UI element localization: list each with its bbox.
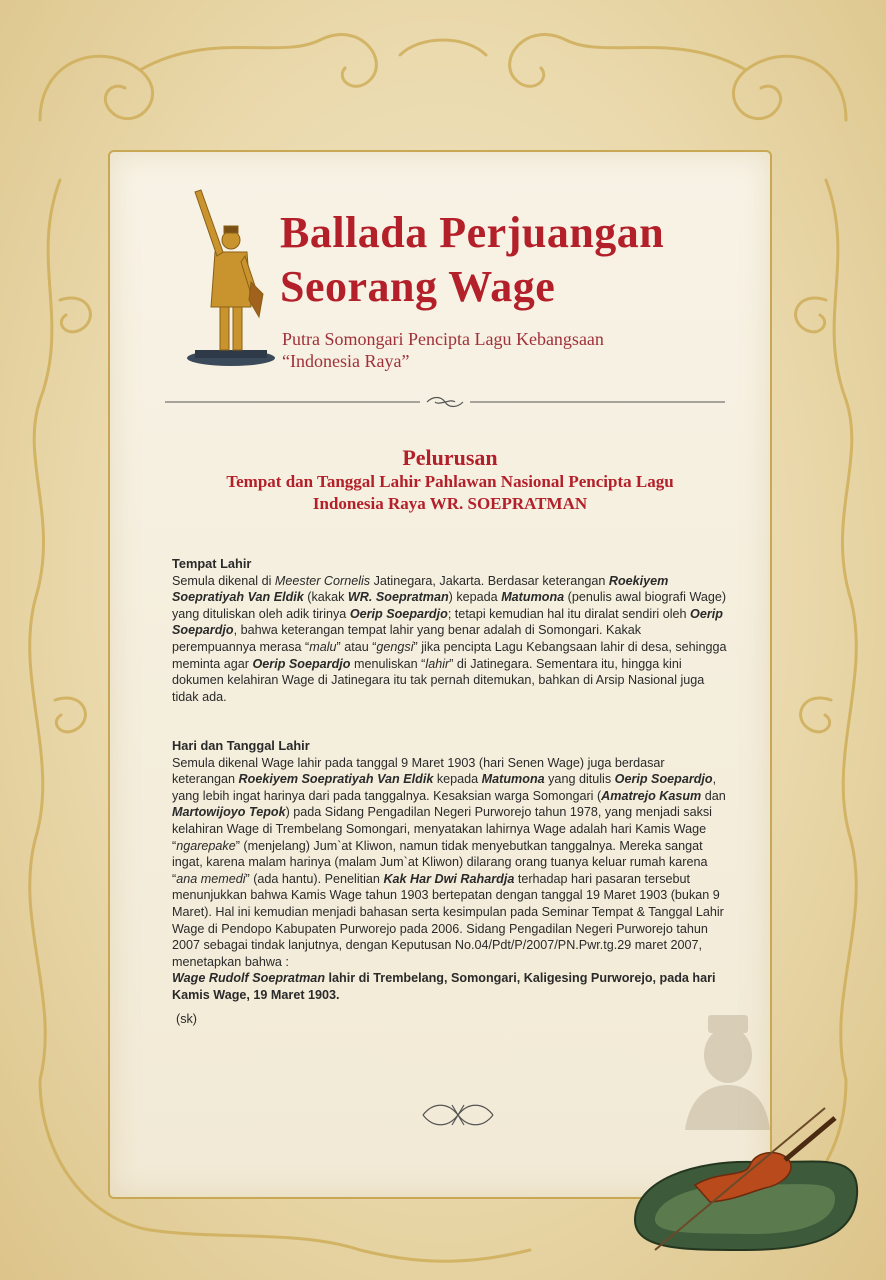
statue-figure-icon xyxy=(185,182,277,372)
section-hari-tanggal-lahir xyxy=(172,738,728,1004)
section-body: Semula dikenal di Meester Cornelis Jatinegara, Jakarta. Berdasar keterangan Roekiyem Soepratiyah Van Eldik (kakak WR. Soepratman) kepada Matumona (penulis awal biografi Wage) yang dituliskan oleh adik tirinya Oerip Soepardjo; tetapi kemudian hal itu diralat sendiri oleh Oerip Soepardjo, bahwa keterangan tempat lahir yang benar adalah di Somongari. Kakak perempuannya merasa “malu” atau “gengsi” jika pencipta Lagu Kebangsaan lahir di desa, sehingga meminta agar Oerip Soepardjo menuliskan “lahir” di Jatinegara. Sementara itu, hingga kini dokumen kelahiran Wage di Jatinegara itu tak pernah ditemukan, bahkan di Arsip Nasional juga tidak ada. xyxy=(172,573,727,704)
section-title: Tempat Lahir xyxy=(172,556,252,571)
poster-subtitle xyxy=(282,328,702,372)
subtitle-line-2: “Indonesia Raya” xyxy=(282,351,410,371)
section-title: Hari dan Tanggal Lahir xyxy=(172,738,310,753)
section-tempat-lahir xyxy=(172,556,728,705)
title-line-1: Ballada Perjuangan xyxy=(280,208,665,257)
flourish-ornament-icon xyxy=(418,1100,498,1130)
heading-sub-line-2: Indonesia Raya WR. SOEPRATMAN xyxy=(312,494,588,513)
section-heading xyxy=(150,445,750,515)
violin-case-icon xyxy=(625,1100,865,1260)
signature-initials: (sk) xyxy=(176,1012,197,1026)
title-line-2: Seorang Wage xyxy=(280,262,556,311)
heading-sub-line-1: Tempat dan Tanggal Lahir Pahlawan Nasional Pencipta Lagu xyxy=(226,472,674,491)
poster-title xyxy=(280,206,740,314)
divider-line xyxy=(165,394,725,410)
subtitle-line-1: Putra Somongari Pencipta Lagu Kebangsaan xyxy=(282,329,604,349)
heading-main: Pelurusan xyxy=(402,445,498,470)
section-body: Semula dikenal Wage lahir pada tanggal 9 Maret 1903 (hari Senen Wage) juga berdasar keterangan Roekiyem Soepratiyah Van Eldik kepada Matumona yang ditulis Oerip Soepardjo, yang lebih ingat harinya dari pada tanggalnya. Kesaksian warga Somongari (Amatrejo Kasum dan Martowijoyo Tepok) pada Sidang Pengadilan Negeri Purworejo tahun 1978, yang menjadi saksi kelahiran Wage di Trembelang Somongari, menyatakan lahirnya Wage adalah hari Kamis Wage “ngarepake” (menjelang) Jum`at Kliwon, namun tidak menyebutkan tanggalnya. Mereka sangat ingat, karena malam harinya (malam Jum`at Kliwon) dilarang orang tuanya keluar rumah karena “ana memedi” (ada hantu). Penelitian Kak Har Dwi Rahardja terhadap hari pasaran tersebut menunjukkan bahwa Kamis Wage tahun 1903 bertepatan dengan tanggal 19 Maret 1903 (bukan 9 Maret). Hal ini kemudian menjadi bahasan serta kesimpulan pada Seminar Tempat & Tanggal Lahir Wage di Pendopo Kabupaten Purworejo pada 2006. Sidang Pengadilan Negeri Purworejo tahun 2007 sebagai tindak lanjutnya, dengan Keputusan No.04/Pdt/P/2007/PN.Pwr.tg.29 maret 2007, menetapkan bahwa : Wage Rudolf Soepratman lahir di Trembelang, Somongari, Kaligesing Purworejo, pada hari Kamis Wage, 19 Maret 1903. xyxy=(172,755,726,1002)
